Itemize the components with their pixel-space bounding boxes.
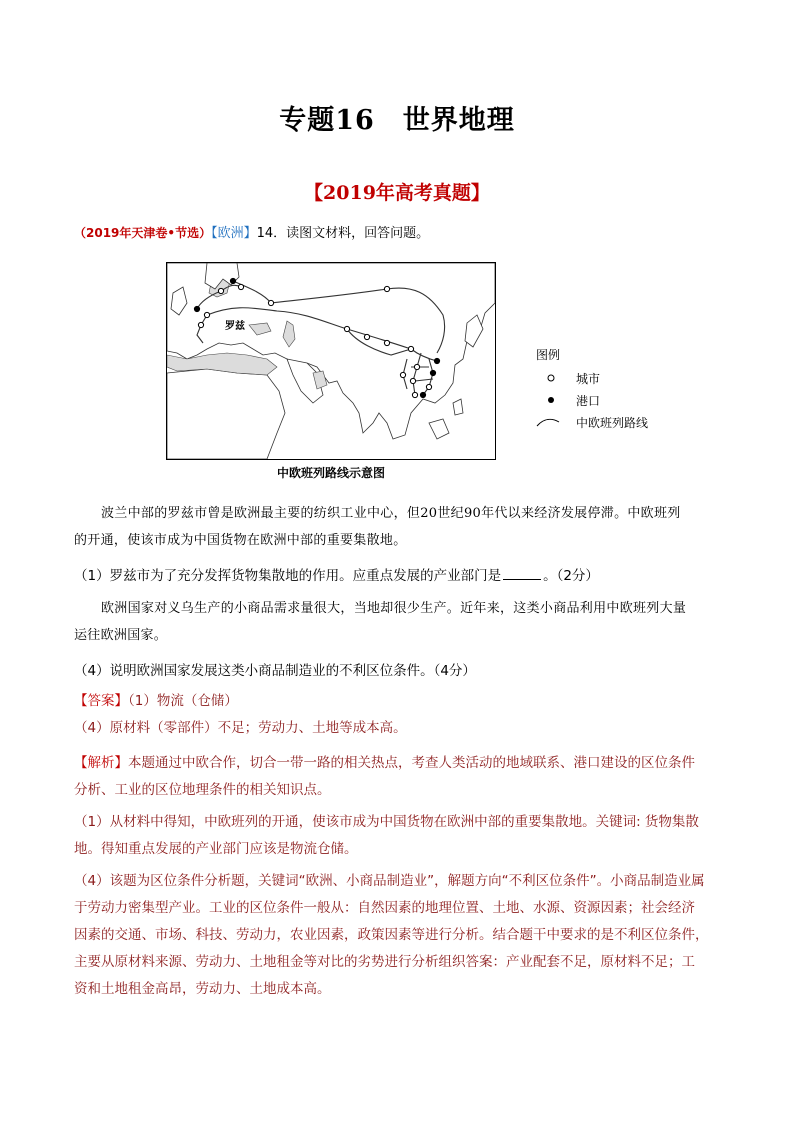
route-map	[166, 262, 496, 460]
question-stem: 14．读图文材料，回答问题。	[256, 226, 430, 241]
legend-route: 中欧班列路线	[536, 414, 666, 430]
material-2: 欧洲国家对义乌生产的小商品需求量很大，当地却很少生产。近年来，这类小商品利用中欧班列大量 运往欧洲国家。	[74, 601, 687, 643]
answer-label: 【答案】	[74, 693, 128, 709]
city-symbol-icon	[546, 373, 556, 383]
map-drawing	[167, 263, 495, 459]
route-line-icon	[536, 416, 560, 428]
map-city-label: 罗兹	[225, 321, 245, 332]
question-1: （1）罗兹市为了充分发挥货物集散地的作用。应重点发展的产业部门是 。（2分）	[74, 563, 724, 590]
section-title: 【2019年高考真题】	[304, 182, 490, 204]
africa-land	[167, 369, 285, 459]
legend-port: 港口	[536, 392, 666, 408]
legend-title: 图例	[536, 348, 561, 362]
page-title: 专题16 世界地理	[279, 105, 515, 136]
legend-city: 城市	[536, 370, 666, 386]
map-caption: 中欧班列路线示意图	[276, 466, 385, 480]
material-1: 波兰中部的罗兹市曾是欧洲最主要的纺织工业中心，但20世纪90年代以来经济发展停滞。中欧班列 的开通，使该市成为中国货物在欧洲中部的重要集散地。	[74, 506, 681, 548]
analysis-block: 【解析】本题通过中欧合作，切合一带一路的相关热点，考查人类活动的地域联系、港口建设的区位条件 分析、工业的区位地理条件的相关知识点。 （1）从材料中得知，中欧班列的开通，使该市成为中国货物在欧洲中部的重要集散地。关键词: 货物集散 地。得知重点发展的产业部门应该是物流仓储。 （4）该题为区位条件分析题，关键词“欧洲、小商品制造业”，解题方向“不利区位条件”。小商品制造业属 于劳动力密集型产业。工业的区位条件一般从：自然因素的地理位置、土地、水源、资源因素；社会经济 因素的交通、市场、科技、劳动力，农业因素，政策因素等进行分析。结合题干中要求的是不利区位条件， 主要从原材料来源、劳动力、土地租金等对比的劣势进行分析组织答案：产业配套不足，原材料不足；工 资和土地租金高昂，劳动力、土地成本高。	[74, 755, 709, 997]
question-4: （4）说明欧洲国家发展这类小商品制造业的不利区位条件。（4分）	[74, 663, 476, 679]
analysis-label: 【解析】	[74, 755, 128, 771]
route-map-figure	[166, 262, 649, 484]
question-header	[74, 224, 429, 243]
question-source: （2019年天津卷•节选）	[74, 226, 212, 240]
southeast-islands	[429, 399, 463, 439]
question-tag: 【欧洲】	[211, 226, 257, 241]
port-symbol-icon	[546, 395, 556, 405]
answer-blank	[503, 565, 541, 580]
answer-block: 【答案】（1）物流（仓储） （4）原材料（零部件）不足；劳动力、土地等成本高。	[74, 693, 407, 736]
